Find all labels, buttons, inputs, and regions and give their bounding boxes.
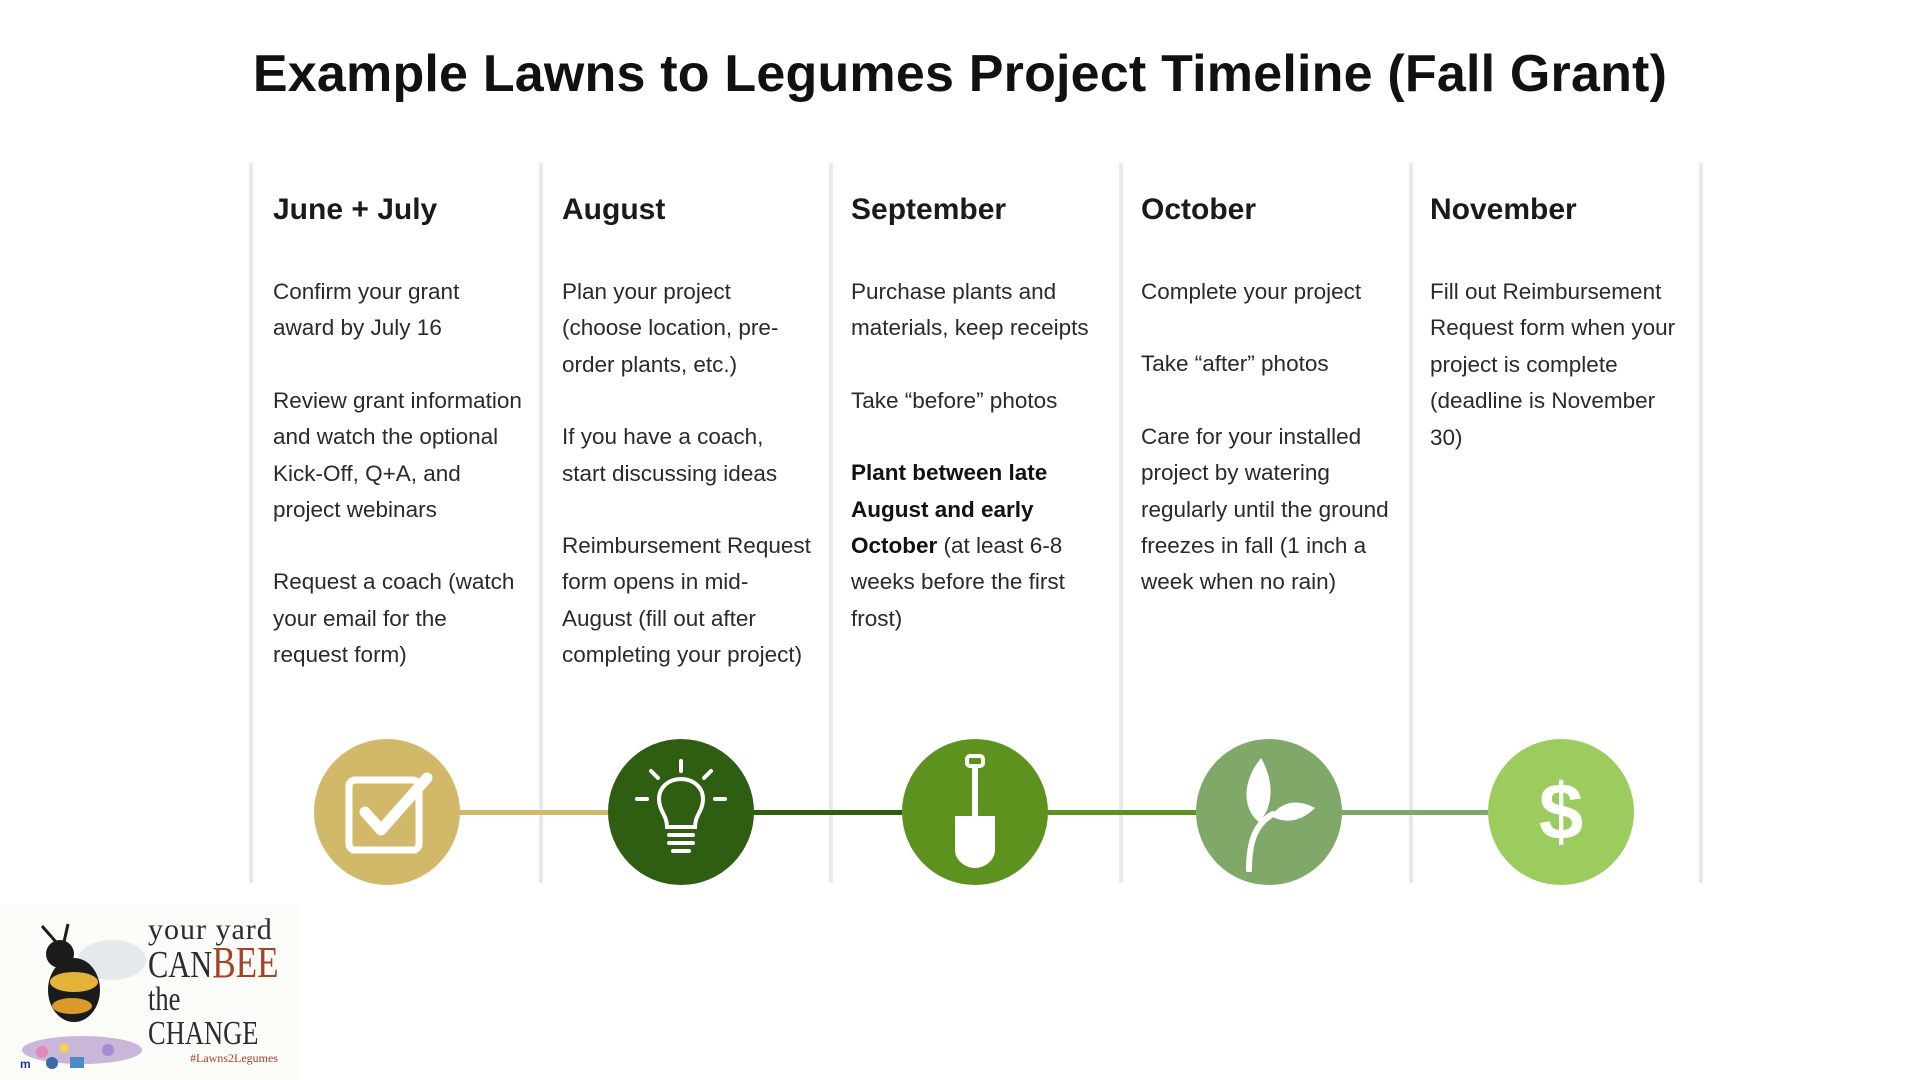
column-text: Complete your project (1141, 279, 1362, 304)
column-text: Plan your project (choose location, pre-order plants, etc.) (562, 279, 779, 377)
column-text-rest: (at least 6-8 weeks before the first frost) (851, 533, 1065, 631)
column-divider (1119, 163, 1123, 883)
dollar-sign-icon (1488, 739, 1634, 885)
column-divider (539, 163, 543, 883)
bold-text: Plant between late August and early October (851, 460, 1048, 559)
logo-line-2 (148, 938, 279, 987)
shovel-icon (902, 739, 1048, 885)
your-yard-can-bee-the-change-logo (0, 905, 300, 1080)
column-text: Review grant information and watch the optional Kick-Off, Q+A, and project webinars (273, 387, 522, 523)
column-text: Reimbursement Request form opens in mid-August (fill out after completing your project) (562, 533, 811, 668)
column-heading: September (851, 193, 1007, 226)
timeline-column-june-july (273, 190, 523, 710)
column-heading: November (1430, 193, 1577, 226)
sprout-icon (1196, 739, 1342, 885)
column-text (851, 455, 1101, 637)
column-text: Request a coach (watch your email for the request form) (273, 569, 515, 668)
timeline-connector (752, 810, 902, 815)
timeline-column-october (1141, 190, 1391, 637)
column-text: Fill out Reimbursement Request form when your project is complete (deadline is November 30) (1430, 279, 1676, 450)
column-divider (1409, 163, 1413, 883)
svg-text:m: m (20, 1057, 31, 1070)
checkbox-icon (314, 739, 460, 885)
column-text: Purchase plants and materials, keep receipts (851, 279, 1089, 341)
logo-can: CAN (148, 944, 213, 986)
column-divider (249, 163, 253, 883)
page-title: Example Lawns to Legumes Project Timeline (Fall Grant) (252, 45, 1668, 103)
timeline-column-september (851, 190, 1101, 673)
column-text: Take “after” photos (1141, 351, 1329, 377)
timeline-connector (458, 810, 608, 815)
timeline-column-august (562, 190, 812, 710)
logo-hashtag: #Lawns2Legumes (190, 1051, 278, 1065)
column-text: If you have a coach, start discussing ideas (562, 424, 778, 486)
timeline-column-november (1430, 190, 1680, 492)
column-text: Take “before” photos (851, 387, 1058, 413)
timeline-connector (1046, 810, 1196, 815)
bee-illustration (12, 920, 157, 1070)
logo-wordmark (148, 915, 311, 1066)
column-heading: October (1141, 193, 1257, 226)
column-heading: June + July (273, 193, 438, 226)
timeline-connector (1338, 810, 1488, 815)
column-text: Confirm your grant award by July 16 (273, 279, 460, 341)
logo-line-1: your yard (148, 913, 273, 946)
dollar-glyph: $ (1538, 767, 1584, 856)
logo-line-3: the CHANGE (148, 981, 259, 1052)
column-divider (829, 163, 833, 883)
column-text: Care for your installed project by watering regularly until the ground freezes in fall (1 inch a week when no rain) (1141, 423, 1389, 595)
column-divider (1699, 163, 1703, 883)
logo-bee: BEE (212, 938, 279, 987)
lightbulb-icon (608, 739, 754, 885)
column-heading: August (562, 193, 666, 226)
